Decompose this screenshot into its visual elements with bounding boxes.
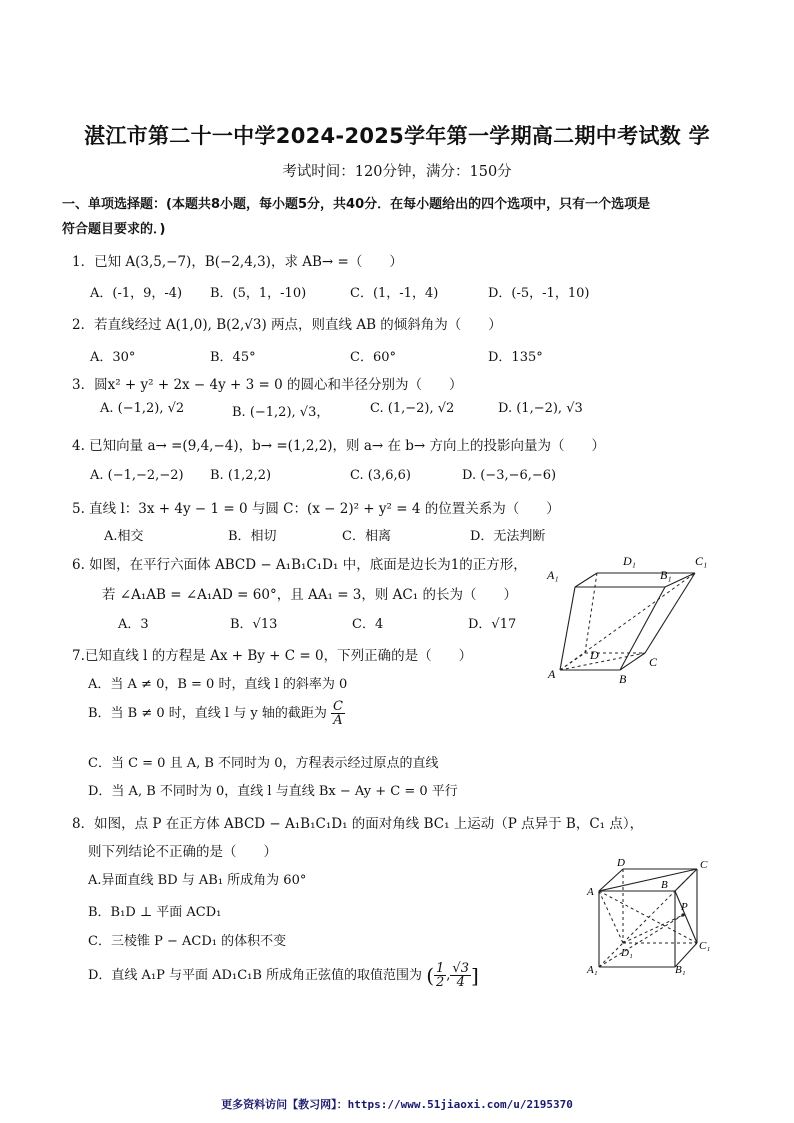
q7-option-d: D．当 A, B 不同时为 0，直线 l 与直线 Bx − Ay + C = 0 平行: [88, 784, 458, 799]
q6-stem-line2: 若 ∠A₁AB = ∠A₁AD = 60°，且 AA₁ = 3，则 AC₁ 的长为（ ）: [102, 587, 517, 603]
label-D1: D₁: [623, 554, 636, 568]
section-heading-line1: 一、单项选择题：(本题共8小题，每小题5分，共40分．在每小题给出的四个选项中，只有一个选项是: [62, 197, 651, 212]
label-B1: B₁: [675, 964, 686, 976]
fraction-numerator: 1: [436, 961, 445, 976]
q4-option-b: B. (1,2,2): [210, 468, 272, 483]
q8-fraction-1: [434, 962, 446, 989]
label-C: C: [649, 655, 658, 669]
q8-option-a: A.异面直线 BD 与 AB₁ 所成角为 60°: [88, 873, 307, 888]
q3-stem: 3．圆x² + y² + 2x − 4y + 3 = 0 的圆心和半径分别为（ ）: [72, 377, 463, 393]
label-C1: C₁: [695, 554, 708, 568]
parallelepiped-figure: [545, 545, 715, 685]
q4-option-d: D. (−3,−6,−6): [462, 468, 557, 483]
q5-stem: 5. 直线 l：3x + 4y − 1 = 0 与圆 C：(x − 2)² + y² = 4 的位置关系为（ ）: [72, 501, 560, 517]
fraction-denominator: 2: [436, 975, 445, 990]
label-B: B: [661, 879, 668, 891]
q4-stem: 4. 已知向量 a→ =(9,4,−4)，b→ =(1,2,2)，则 a→ 在 b→ 方向上的投影向量为（ ）: [72, 438, 606, 454]
q5-option-c: C．相离: [342, 529, 391, 544]
q5-option-b: B．相切: [228, 529, 277, 544]
q4-option-a: A. (−1,−2,−2): [90, 468, 184, 483]
q3-option-a: A. (−1,2), √2: [100, 401, 185, 416]
q3-option-d: D. (1,−2), √3: [498, 401, 583, 416]
q2-option-a: A．30°: [90, 350, 136, 365]
q3-option-b: B. (−1,2), √3，: [232, 405, 330, 420]
q2-stem: 2．若直线经过 A(1,0), B(2,√3) 两点，则直线 AB 的倾斜角为（ ）: [72, 317, 502, 333]
q7-option-b: [88, 700, 345, 727]
fraction-denominator: 4: [456, 975, 465, 990]
q6-stem-line1: 6. 如图，在平行六面体 ABCD − A₁B₁C₁D₁ 中，底面是边长为1的正方形，: [72, 557, 527, 573]
q7-fraction: [331, 700, 345, 727]
q7-option-a: A．当 A ≠ 0，B = 0 时，直线 l 的斜率为 0: [88, 677, 348, 692]
q2-option-d: D．135°: [488, 350, 543, 365]
q8-option-d-text: D．直线 A₁P 与平面 AD₁C₁B 所成角正弦值的取值范围为: [88, 968, 423, 983]
q1-stem: 1．已知 A(3,5,−7)，B(−2,4,3)，求 AB→ =（ ）: [72, 254, 403, 270]
q2-option-c: C．60°: [350, 350, 396, 365]
section-heading-line2: 符合题目要求的．): [62, 222, 166, 237]
q8-fraction-2: [450, 962, 471, 989]
q3-option-c: C. (1,−2), √2: [370, 401, 455, 416]
q8-option-d: [88, 962, 479, 989]
fraction-numerator: C: [332, 699, 343, 714]
q8-stem-line1: 8．如图，点 P 在正方体 ABCD − A₁B₁C₁D₁ 的面对角线 BC₁ 上运动（P 点异于 B，C₁ 点），: [72, 816, 644, 832]
left-paren: (: [426, 963, 434, 988]
label-A: A: [587, 886, 594, 898]
q6-option-b: B．√13: [230, 617, 278, 632]
q8-stem-line2: 则下列结论不正确的是（ ）: [88, 844, 277, 860]
label-C1: C₁: [699, 940, 711, 952]
comma: ,: [446, 968, 451, 983]
q7-stem: 7.已知直线 l 的方程是 Ax + By + C = 0，下列正确的是（ ）: [72, 648, 473, 664]
q7-option-b-text: B．当 B ≠ 0 时，直线 l 与 y 轴的截距为: [88, 706, 327, 721]
label-B: B: [619, 672, 627, 685]
label-C: C: [700, 859, 708, 871]
fraction-denominator: A: [333, 713, 343, 728]
q6-option-a: A．3: [118, 617, 149, 632]
q6-option-c: C．4: [352, 617, 384, 632]
label-A: A: [548, 667, 556, 681]
exam-info: 考试时间：120分钟，满分：150分: [282, 164, 512, 180]
point-P: [681, 913, 684, 916]
q6-option-d: D．√17: [468, 617, 517, 632]
page-title: 湛江市第二十一中学2024-2025学年第一学期高二期中考试数 学: [84, 124, 710, 148]
q1-option-a: A．(-1，9，-4): [90, 286, 183, 301]
q8-option-c: C．三棱锥 P − ACD₁ 的体积不变: [88, 934, 287, 949]
q1-option-c: C．(1，-1，4): [350, 286, 439, 301]
footer-link[interactable]: 更多资料访问【教习网】：https://www.51jiaoxi.com/u/2195370: [221, 1098, 573, 1111]
label-A1: A₁: [547, 568, 559, 582]
q5-option-d: D．无法判断: [470, 529, 546, 544]
label-P: P: [681, 901, 688, 913]
label-B1: B₁: [660, 568, 672, 582]
q8-option-b: B．B₁D ⊥ 平面 ACD₁: [88, 905, 222, 920]
label-D1: D₁: [621, 947, 633, 959]
q2-option-b: B．45°: [210, 350, 256, 365]
q5-option-a: A.相交: [104, 529, 144, 544]
label-D: D: [617, 857, 625, 869]
q7-option-c: C．当 C = 0 且 A, B 不同时为 0，方程表示经过原点的直线: [88, 756, 439, 771]
label-D: D: [590, 648, 599, 662]
label-A1: A₁: [587, 964, 598, 976]
q1-option-d: D．(-5，-1，10): [488, 286, 590, 301]
q1-option-b: B．(5，1，-10): [210, 286, 307, 301]
cube-figure: [585, 855, 720, 980]
right-bracket: ]: [470, 963, 479, 988]
q4-option-c: C. (3,6,6): [350, 468, 411, 483]
fraction-numerator: √3: [452, 961, 469, 976]
